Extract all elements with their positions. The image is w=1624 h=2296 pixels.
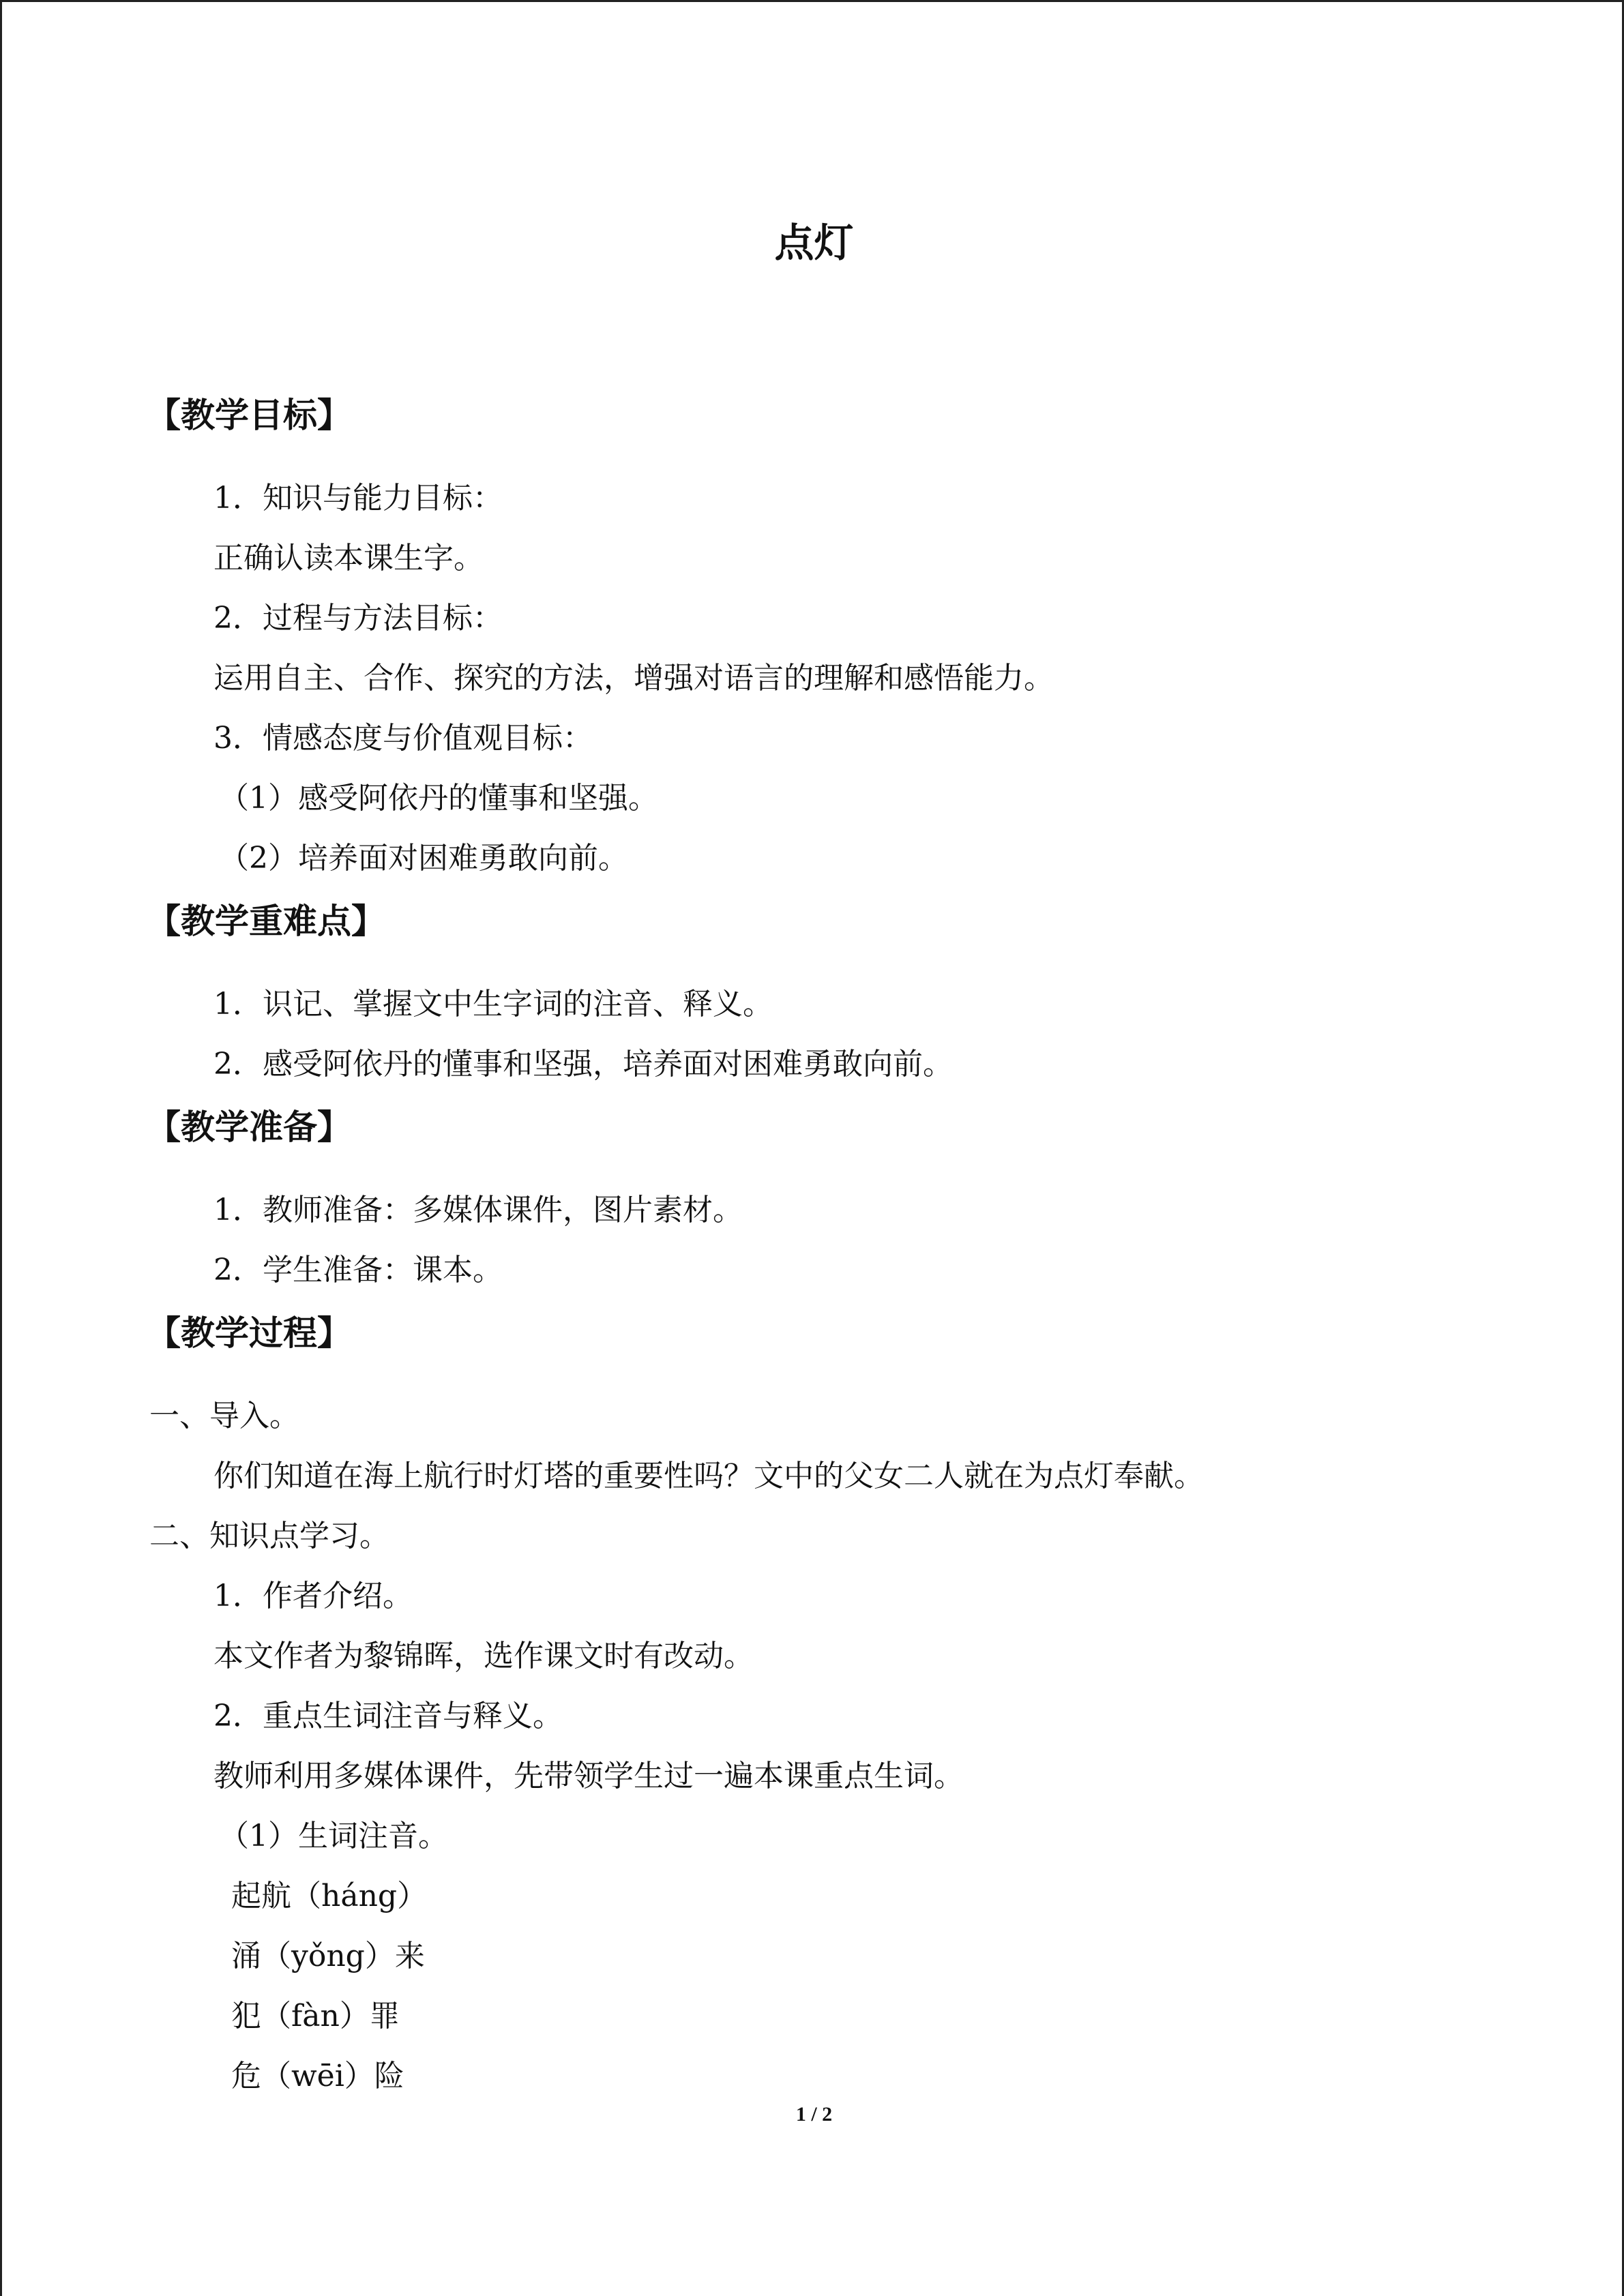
vocab-item: 涌（yǒng）来 xyxy=(231,1939,425,1973)
process-line: 教师利用多媒体课件，先带领学生过一遍本课重点生词。 xyxy=(213,1759,964,1793)
document-title: 点灯 xyxy=(774,220,854,266)
preparation-line: 1．教师准备：多媒体课件，图片素材。 xyxy=(213,1193,743,1227)
process-line: 二、知识点学习。 xyxy=(149,1519,389,1553)
process-line: 你们知道在海上航行时灯塔的重要性吗？文中的父女二人就在为点灯奉献。 xyxy=(213,1459,1204,1493)
objective-line: 2．过程与方法目标： xyxy=(213,601,503,636)
key-point-line: 2．感受阿依丹的懂事和坚强，培养面对困难勇敢向前。 xyxy=(213,1047,953,1082)
process-line: 1．作者介绍。 xyxy=(213,1579,413,1613)
process-line: 2．重点生词注音与释义。 xyxy=(213,1699,563,1733)
vocab-item: 起航（háng） xyxy=(231,1879,428,1913)
objective-line: 正确认读本课生字。 xyxy=(213,541,484,576)
page-number: 1 / 2 xyxy=(795,2103,833,2126)
objective-line: （1）感受阿依丹的懂事和坚强。 xyxy=(219,781,658,816)
objective-line: 3．情感态度与价值观目标： xyxy=(213,721,593,756)
vocab-item: 犯（fàn）罪 xyxy=(231,1999,400,2033)
key-point-line: 1．识记、掌握文中生字词的注音、释义。 xyxy=(213,987,773,1022)
objective-line: 运用自主、合作、探究的方法，增强对语言的理解和感悟能力。 xyxy=(213,661,1054,696)
process-line: 本文作者为黎锦晖，选作课文时有改动。 xyxy=(213,1639,754,1673)
process-line: 一、导入。 xyxy=(149,1399,299,1433)
objective-line: 1．知识与能力目标： xyxy=(213,481,503,516)
section-heading-key-points: 【教学重难点】 xyxy=(147,901,385,941)
section-heading-preparation: 【教学准备】 xyxy=(147,1107,351,1147)
objective-line: （2）培养面对困难勇敢向前。 xyxy=(219,841,628,876)
vocab-item: 危（wēi）险 xyxy=(231,2059,404,2093)
process-line: （1）生词注音。 xyxy=(219,1819,448,1853)
section-heading-process: 【教学过程】 xyxy=(147,1313,351,1353)
section-heading-objectives: 【教学目标】 xyxy=(147,396,351,435)
preparation-line: 2．学生准备：课本。 xyxy=(213,1253,503,1287)
